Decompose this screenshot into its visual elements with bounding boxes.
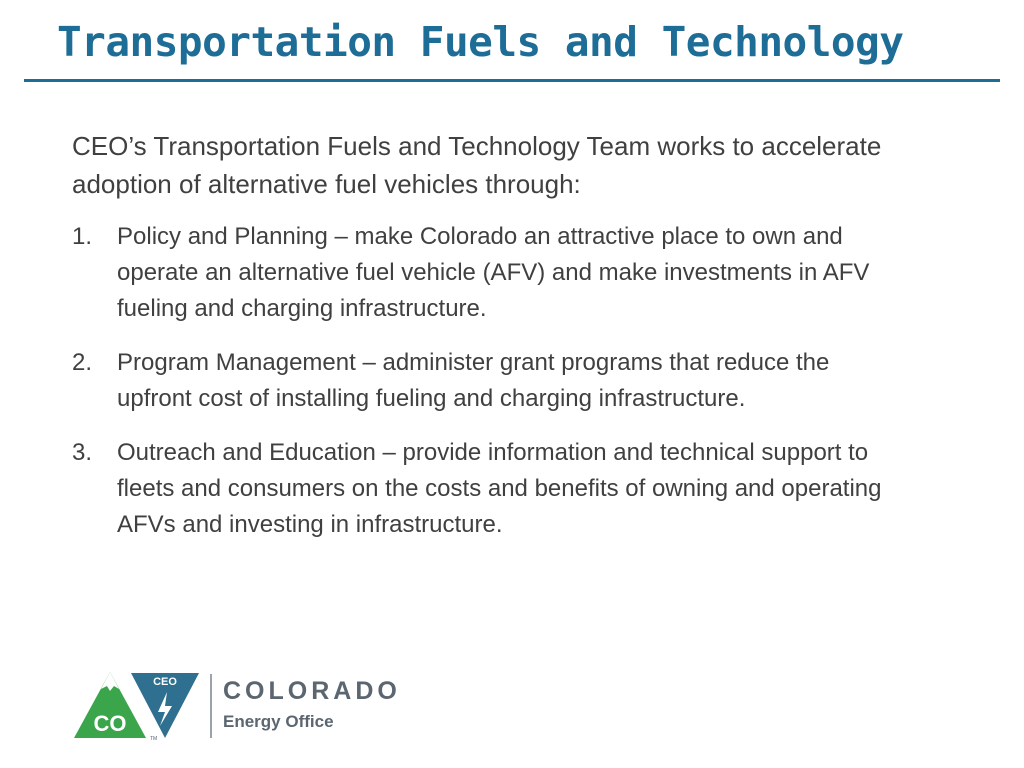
list-item-number: 3. <box>72 439 93 466</box>
title-divider <box>24 79 1000 82</box>
intro-text: CEO’s Transportation Fuels and Technology Team works to accelerate adoption of alternative fuel vehicles through: <box>72 131 882 199</box>
logo-co-text: CO <box>93 711 127 736</box>
list-item-number: 1. <box>72 223 93 250</box>
list-item <box>72 345 952 417</box>
list-item-number: 2. <box>72 349 93 376</box>
list-item <box>72 219 952 327</box>
logo-ceo-text: CEO <box>153 676 177 688</box>
numbered-list <box>72 219 952 561</box>
logo-divider <box>210 674 212 738</box>
slide-title: Transportation Fuels and Technology <box>57 18 904 66</box>
list-item-text: Program Management – administer grant programs that reduce the upfront cost of installing fueling and charging infrastructure. <box>117 349 830 412</box>
logo-wordmark: COLORADO <box>223 677 401 705</box>
list-item <box>72 435 952 543</box>
list-item-text: Outreach and Education – provide information and technical support to fleets and consumers on the costs and benefits of owning and operating AFVs and investing in infrastructure. <box>117 439 882 538</box>
list-item-text: Policy and Planning – make Colorado an attractive place to own and operate an alternative fuel vehicle (AFV) and make investments in AFV fueling and charging infrastructure. <box>117 223 870 322</box>
logo-subtitle: Energy Office <box>223 712 334 731</box>
logo-tm: TM <box>150 736 158 742</box>
